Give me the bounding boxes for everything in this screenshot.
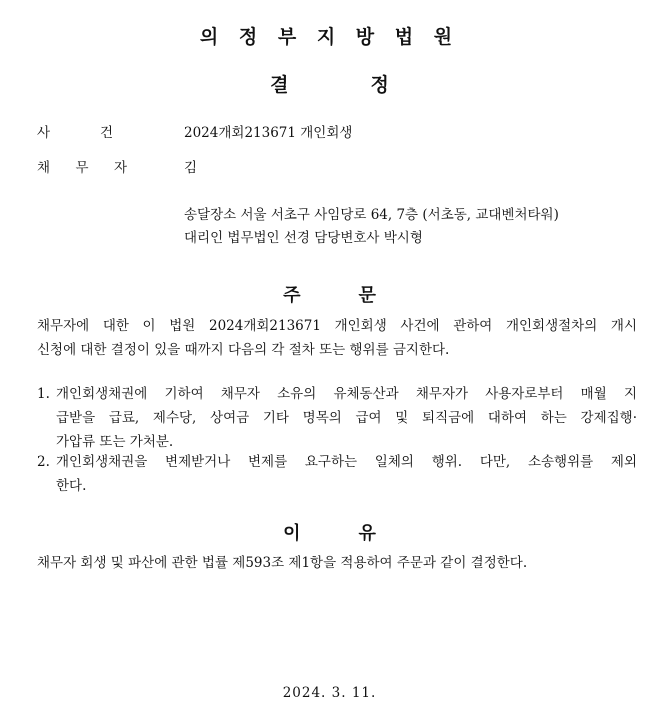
document-title-char-1: 결: [270, 74, 289, 96]
service-address: 송달장소 서울 서초구 사임당로 64, 7층 (서초동, 교대벤처타워): [184, 207, 559, 223]
list-number: 1.: [37, 386, 50, 402]
case-row: [37, 121, 113, 141]
order-paragraph-line-1: 채무자에 대한 이 법원 2024개회213671 개인회생 사건에 관하여 개인회생절차의 개시: [37, 318, 637, 334]
order-item-1: [37, 382, 637, 454]
list-number: 2.: [37, 454, 50, 470]
order-paragraph-line-2: 신청에 대한 결정이 있을 때까지 다음의 각 절차 또는 행위를 금지한다.: [37, 342, 450, 358]
document-title-char-2: 정: [370, 74, 389, 96]
order-item-1-line-3: 가압류 또는 가처분.: [56, 434, 174, 450]
decision-date: 2024. 3. 11.: [282, 685, 377, 701]
order-item-1-line-1: 개인회생채권에 기하여 채무자 소유의 유체동산과 채무자가 사용자로부터 매월 지: [56, 386, 637, 402]
reason-text: 채무자 회생 및 파산에 관한 법률 제593조 제1항을 적용하여 주문과 같이 결정한다.: [37, 555, 528, 571]
order-item-1-line-2: 급받을 급료, 제수당, 상여금 기타 명목의 급여 및 퇴직금에 대하여 하는 강제집행·: [56, 410, 637, 426]
case-number: 2024개회213671 개인회생: [184, 125, 353, 141]
document-title: [0, 70, 659, 97]
legal-agent: 대리인 법무법인 선경 담당변호사 박시형: [184, 230, 423, 246]
debtor-row: [37, 156, 127, 176]
case-label: 사 건: [37, 125, 113, 141]
order-heading: 주 문: [283, 285, 376, 306]
debtor-label: 채 무 자: [37, 160, 127, 176]
order-item-2-line-1: 개인회생채권을 변제받거나 변제를 요구하는 일체의 행위. 다만, 소송행위를 제외: [56, 454, 637, 470]
reason-heading: 이 유: [283, 523, 376, 544]
order-paragraph: [37, 314, 637, 362]
order-item-2: [37, 450, 637, 498]
court-name: 의 정 부 지 방 법 원: [199, 26, 460, 48]
debtor-name: 김: [184, 160, 198, 176]
reason-paragraph: [37, 551, 637, 575]
order-item-2-line-2: 한다.: [56, 478, 87, 494]
